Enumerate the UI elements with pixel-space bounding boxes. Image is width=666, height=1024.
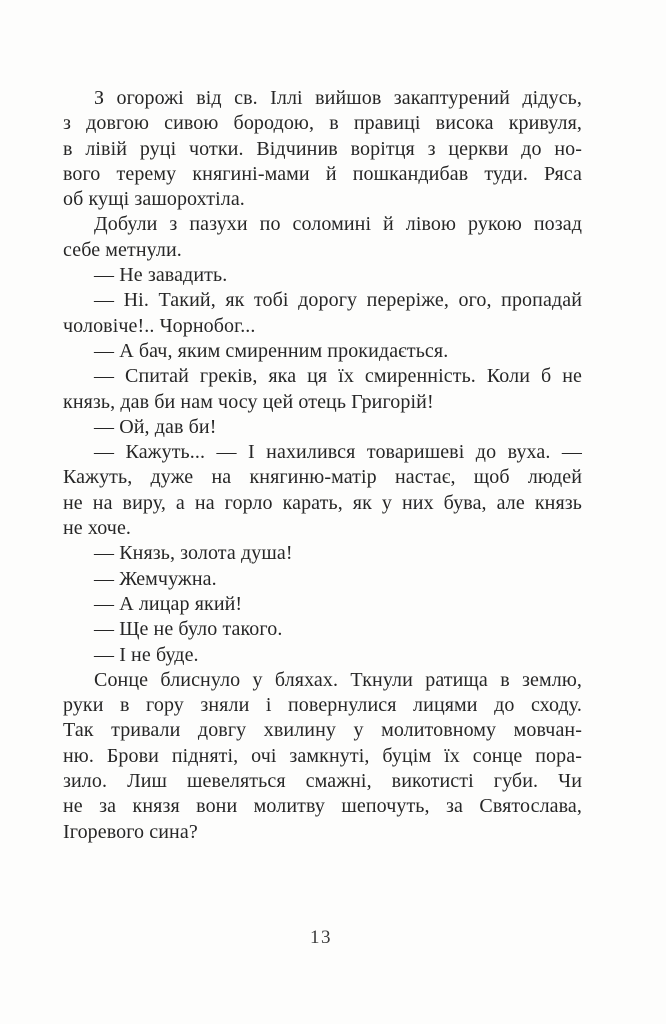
text-line: Кажуть, дуже на княгиню-матір настає, щоб людей — [63, 466, 582, 489]
text-line: з довгою сивою бородою, в правиці висока кривуля, — [63, 112, 582, 135]
text-line: — І не буде. — [94, 643, 199, 666]
text-line: — А бач, яким смиренним прокидається. — [94, 339, 449, 362]
text-line: князь, дав би нам чосу цей отець Григорій! — [63, 390, 434, 413]
text-line: не за князя вони молитву шепочуть, за Святослава, — [63, 795, 582, 818]
text-line: — Ні. Такий, як тобі дорогу переріже, ого, пропадай — [94, 289, 582, 312]
text-line: — Ой, дав би! — [94, 415, 217, 438]
text-line: в лівій руці чотки. Відчинив ворітця з церкви до но- — [63, 137, 582, 160]
paragraph — [63, 288, 582, 339]
paragraph — [63, 212, 582, 263]
text-line: — Не завадить. — [94, 264, 228, 287]
text-line: чоловіче!.. Чорнобог... — [63, 314, 256, 337]
paragraph — [63, 617, 582, 642]
text-line: Ігоревого сина? — [63, 820, 198, 843]
text-line: вого терему княгині-мами й пошкандибав туди. Ряса — [63, 162, 582, 185]
text-line: руки в гору зняли і повернулися лицями до сходу. — [63, 694, 582, 717]
page-number: 13 — [310, 927, 332, 948]
page-text — [63, 86, 582, 845]
paragraph — [63, 668, 582, 845]
paragraph — [63, 364, 582, 415]
text-line: — А лицар який! — [94, 592, 243, 615]
text-line: — Князь, золота душа! — [94, 542, 293, 565]
text-line: — Спитай греків, яка ця їх смиренність. Коли б не — [94, 365, 582, 388]
text-line: Так тривали довгу хвилину у молитовному мовчан- — [63, 719, 582, 742]
paragraph — [63, 339, 582, 364]
text-line: — Жемчужна. — [94, 567, 217, 590]
text-line: зило. Лиш шевеляться смажні, викотисті губи. Чи — [63, 770, 582, 793]
text-line: З огорожі від св. Іллі вийшов закаптурений дідусь, — [94, 87, 582, 109]
text-line: не хоче. — [63, 517, 132, 540]
paragraph — [63, 592, 582, 617]
paragraph — [63, 643, 582, 668]
paragraph — [63, 86, 582, 212]
text-line: Сонце блиснуло у бляхах. Ткнули ратища в землю, — [94, 668, 582, 691]
text-line: об кущі зашорохтіла. — [63, 188, 245, 211]
text-line: — Ще не було такого. — [94, 618, 283, 641]
text-line: ню. Брови підняті, очі замкнуті, буцім їх сонце пора- — [63, 744, 582, 767]
paragraph — [63, 415, 582, 440]
text-line: — Кажуть... — І нахилився товаришеві до вуха. — — [94, 441, 582, 464]
paragraph — [63, 440, 582, 541]
text-line: себе метнули. — [63, 238, 182, 261]
paragraph — [63, 541, 582, 566]
text-line: не на виру, а на горло карать, як у них бува, але князь — [63, 491, 582, 514]
text-line: Добули з пазухи по соломині й лівою рукою позад — [94, 213, 582, 236]
paragraph — [63, 263, 582, 288]
paragraph — [63, 567, 582, 592]
